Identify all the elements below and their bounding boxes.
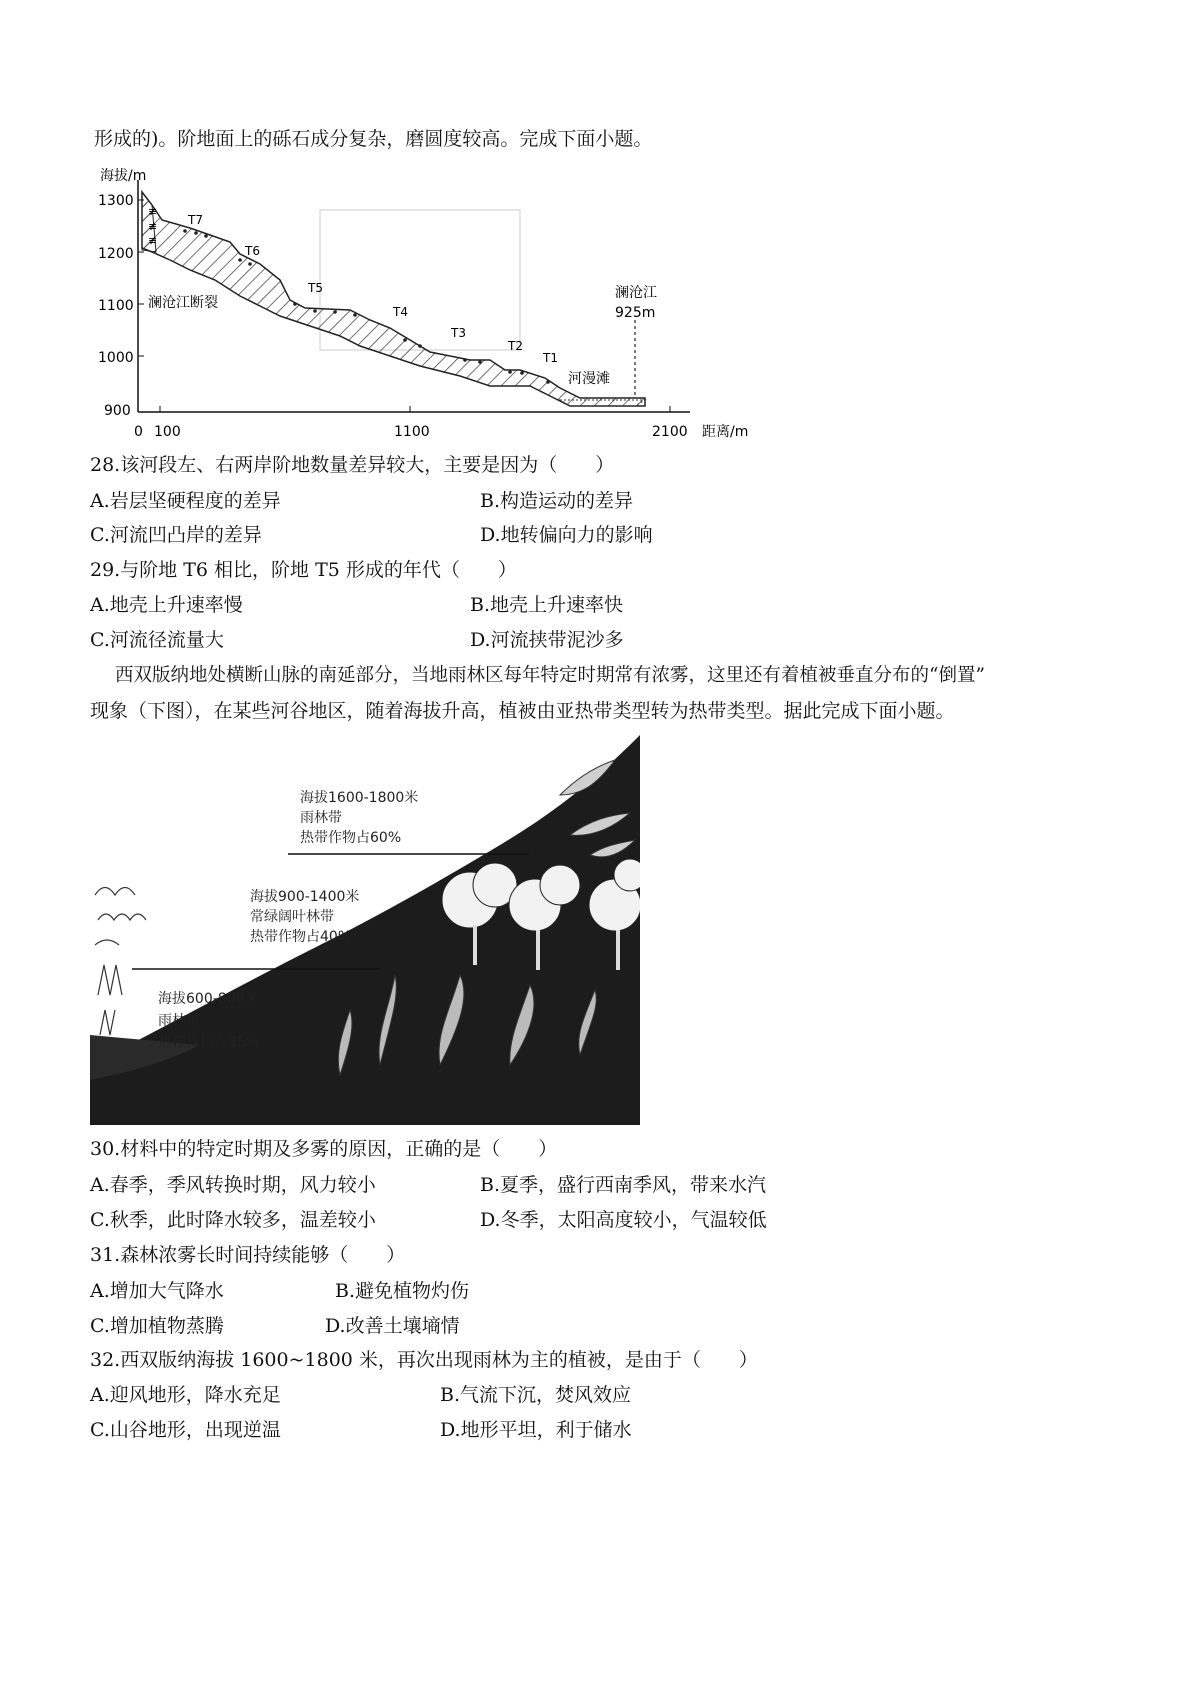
q29-option-b: B.地壳上升速率快	[470, 594, 624, 616]
q30-option-a: A.春季，季风转换时期，风力较小	[90, 1174, 376, 1196]
terrace-profile-figure	[90, 160, 770, 454]
terrace-profile-chart	[90, 160, 770, 450]
q30-stem: 30.材料中的特定时期及多雾的原因，正确的是（ ）	[90, 1138, 558, 1160]
terrace-label-t4: T4	[393, 305, 408, 319]
terrace-label-t5: T5	[308, 281, 323, 295]
x-tick-100: 100	[154, 424, 181, 440]
intro-text: 形成的)。阶地面上的砾石成分复杂，磨圆度较高。完成下面小题。	[94, 128, 653, 150]
x-tick-2100: 2100	[652, 424, 688, 440]
y-tick-1000: 1000	[98, 350, 134, 366]
floodplain-label: 河漫滩	[568, 371, 610, 387]
q31-option-a: A.增加大气降水	[90, 1280, 224, 1302]
q28-option-b: B.构造运动的差异	[480, 490, 634, 512]
river-elevation: 925m	[615, 305, 656, 321]
x-tick-1100: 1100	[394, 424, 430, 440]
passage2-line2: 现象（下图），在某些河谷地区，随着海拔升高，植被由亚热带类型转为热带类型。据此完成下面小题。	[90, 700, 955, 722]
q28-option-d: D.地转偏向力的影响	[480, 524, 653, 546]
y-tick-1200: 1200	[98, 246, 134, 262]
zone-mid-altitude: 海拔900-1400米	[250, 889, 360, 905]
zone-top-crop: 热带作物占60%	[300, 830, 402, 846]
terrace-label-t3: T3	[451, 326, 466, 340]
zone-mid-crop: 热带作物占40%	[250, 929, 352, 945]
passage2-line1: 西双版纳地处横断山脉的南延部分，当地雨林区每年特定时期常有浓雾，这里还有着植被垂直分布的“倒置”	[115, 665, 985, 686]
y-tick-900: 900	[104, 403, 131, 419]
q29-option-a: A.地壳上升速率慢	[90, 594, 243, 616]
q32-option-a: A.迎风地形，降水充足	[90, 1384, 281, 1406]
fault-mark: ≢	[148, 234, 158, 247]
y-tick-1300: 1300	[98, 193, 134, 209]
q30-option-d: D.冬季，太阳高度较小，气温较低	[480, 1209, 767, 1231]
river-label: 澜沧江	[615, 285, 657, 301]
q28-stem: 28.该河段左、右两岸阶地数量差异较大，主要是因为（ ）	[90, 454, 615, 476]
zone-top-type: 雨林带	[300, 810, 342, 826]
q31-option-d: D.改善土壤墒情	[325, 1315, 460, 1337]
left-shrubs	[95, 888, 146, 1036]
fault-mark: ≢	[148, 205, 158, 218]
q32-stem: 32.西双版纳海拔 1600~1800 米，再次出现雨林为主的植被，是由于（ ）	[90, 1349, 758, 1371]
terrace-label-t7: T7	[188, 213, 203, 227]
q28-option-c: C.河流凹凸岸的差异	[90, 524, 262, 546]
q29-option-c: C.河流径流量大	[90, 629, 224, 651]
q29-option-d: D.河流挟带泥沙多	[470, 629, 624, 651]
terrace-label-t2: T2	[508, 339, 523, 353]
zone-low-altitude: 海拔600-800米	[158, 991, 259, 1007]
terrace-label-t6: T6	[245, 244, 260, 258]
zone-top-altitude: 海拔1600-1800米	[300, 790, 419, 806]
zone-mid-type: 常绿阔叶林带	[250, 909, 334, 925]
zone-low-crop: 热带作物占85%	[158, 1035, 260, 1051]
q32-option-c: C.山谷地形，出现逆温	[90, 1419, 281, 1441]
zone-low-type: 雨林带	[158, 1013, 200, 1029]
x-tick-0: 0	[134, 424, 143, 440]
q30-option-c: C.秋季，此时降水较多，温差较小	[90, 1209, 376, 1231]
terrace-label-t1: T1	[543, 351, 558, 365]
q31-stem: 31.森林浓雾长时间持续能够（ ）	[90, 1244, 406, 1266]
y-tick-1100: 1100	[98, 298, 134, 314]
fault-label: 澜沧江断裂	[148, 295, 218, 311]
y-axis-label: 海拔/m	[100, 168, 147, 184]
q30-option-b: B.夏季，盛行西南季风，带来水汽	[480, 1174, 767, 1196]
q31-option-b: B.避免植物灼伤	[335, 1280, 470, 1302]
q29-stem: 29.与阶地 T6 相比，阶地 T5 形成的年代（ ）	[90, 559, 517, 581]
fault-mark: ≢	[148, 220, 158, 233]
q31-option-c: C.增加植物蒸腾	[90, 1315, 224, 1337]
q32-option-b: B.气流下沉，焚风效应	[440, 1384, 632, 1406]
vegetation-zones-illustration	[90, 735, 640, 1125]
vegetation-zones-figure	[90, 735, 640, 1129]
q32-option-d: D.地形平坦，利于储水	[440, 1419, 632, 1441]
q28-option-a: A.岩层坚硬程度的差异	[90, 490, 281, 512]
x-axis-label: 距离/m	[702, 424, 749, 440]
